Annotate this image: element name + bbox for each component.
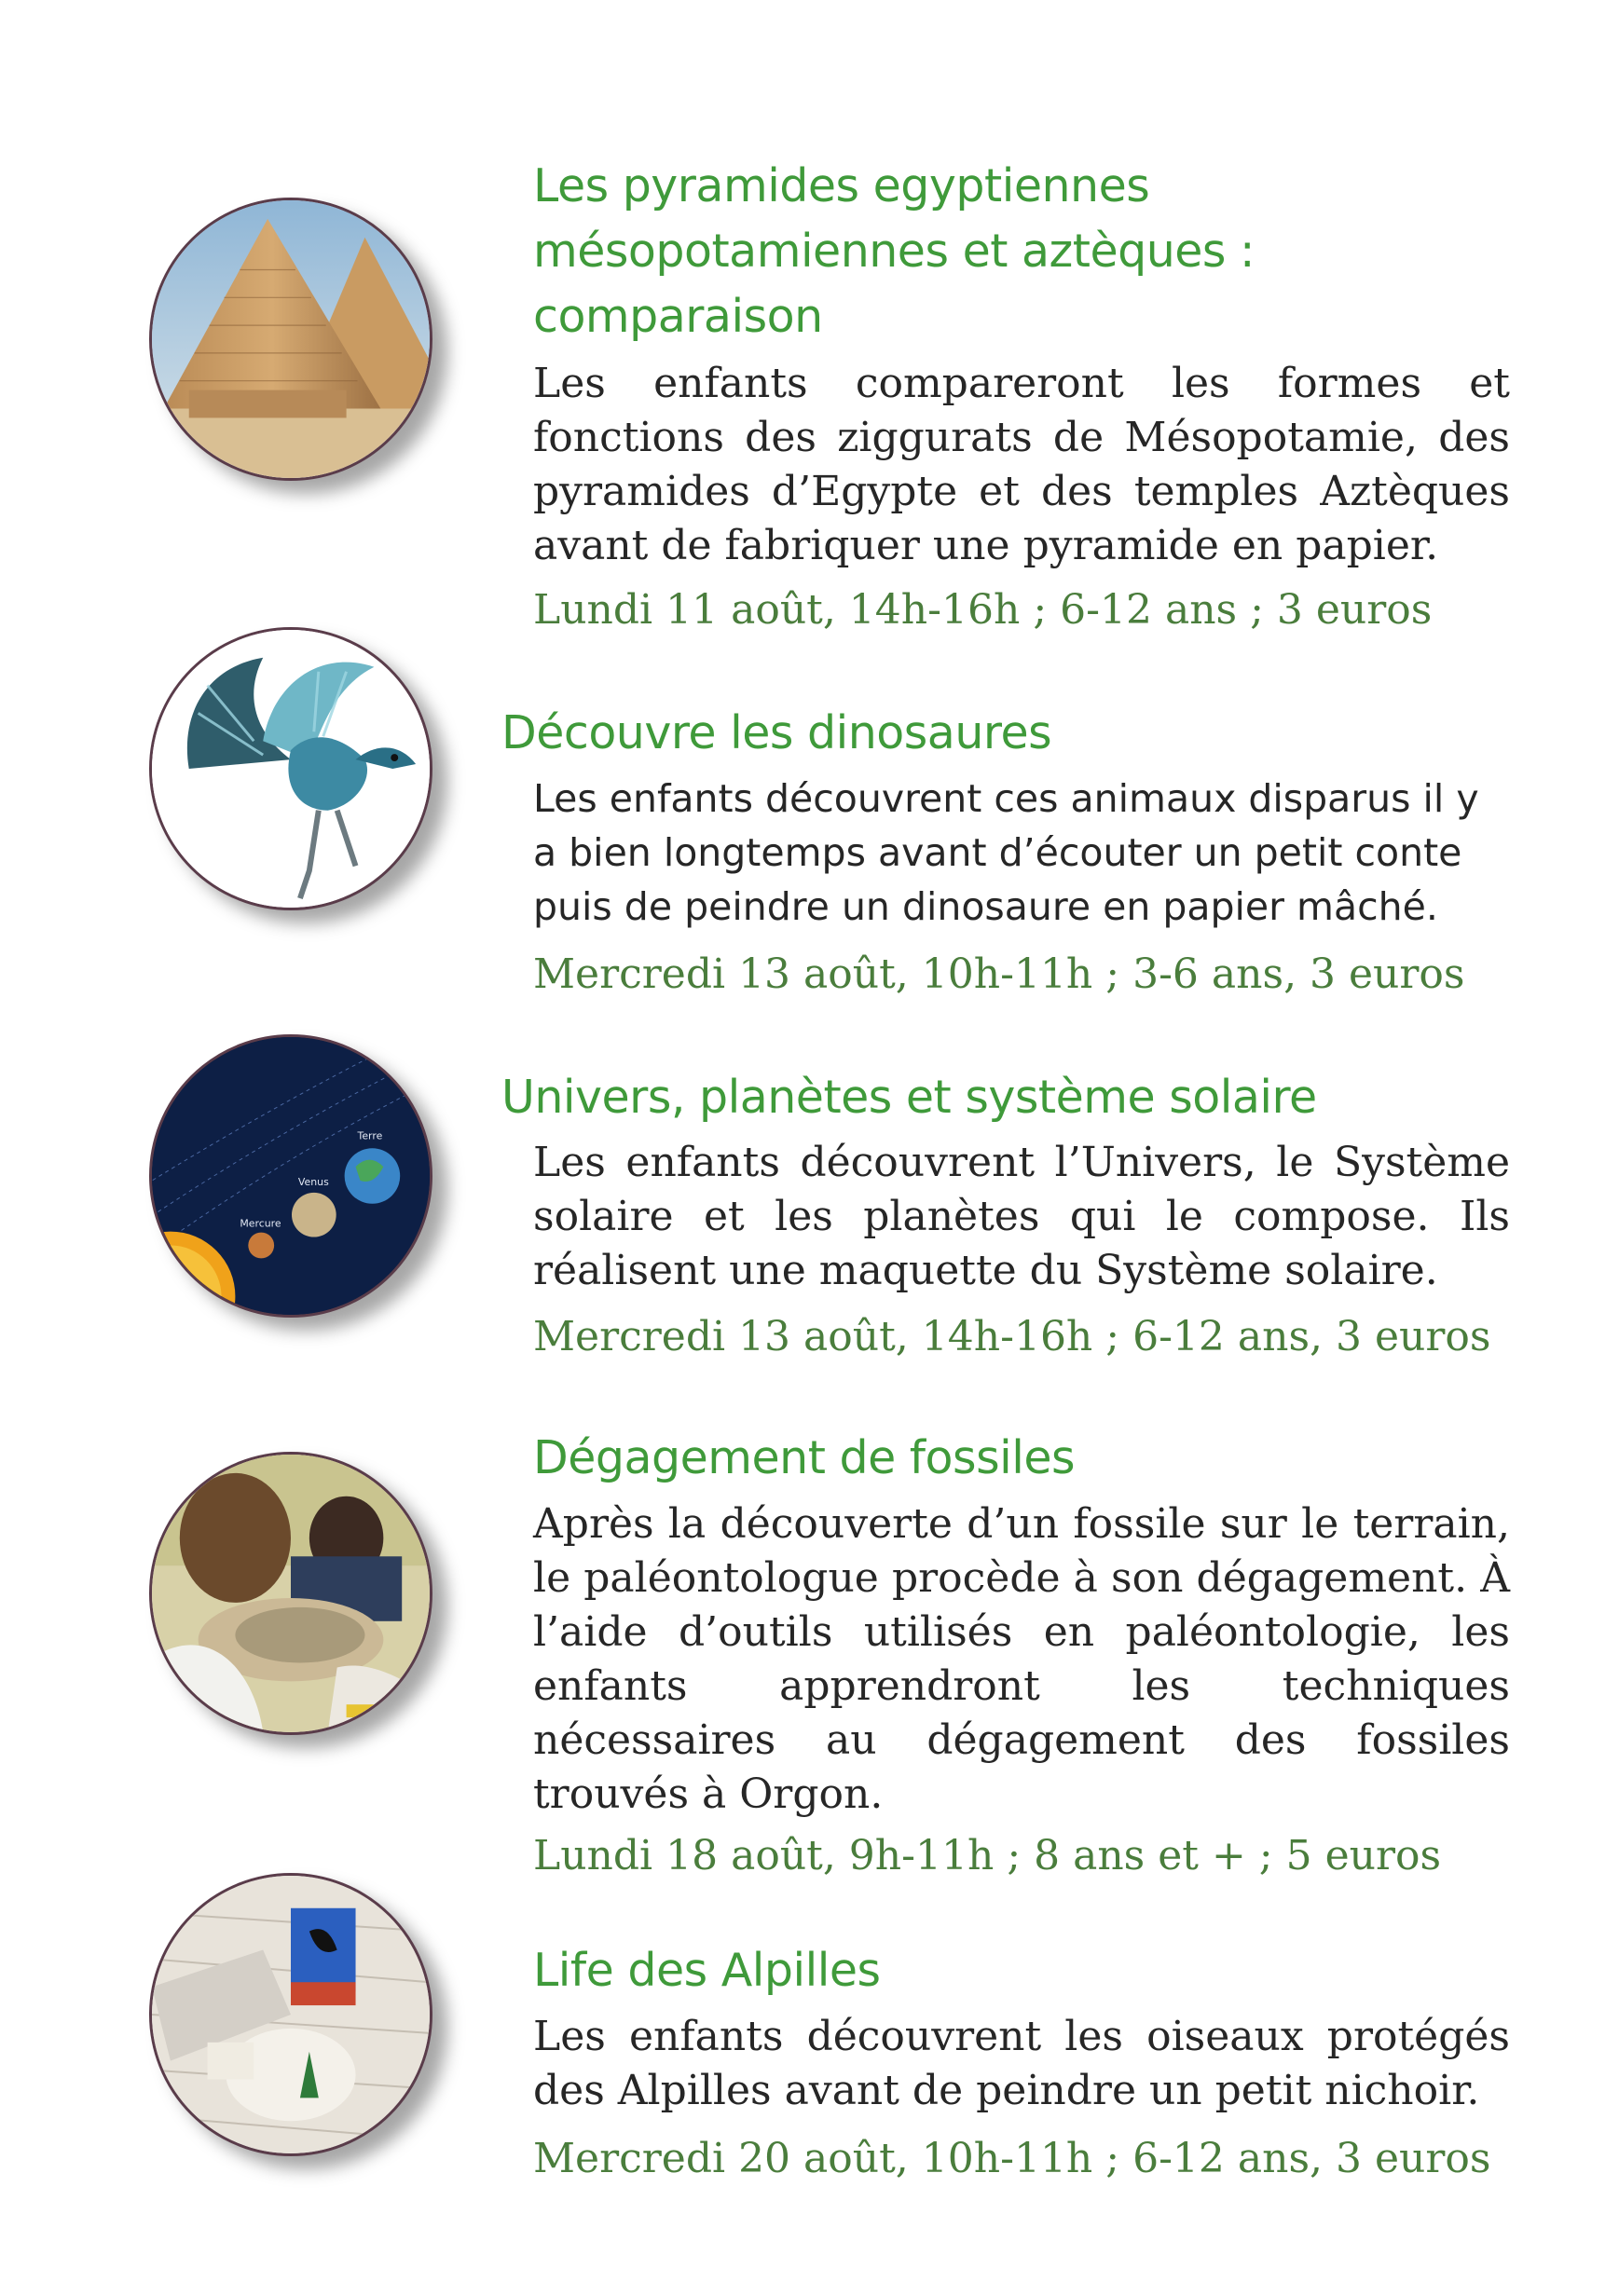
activity-title: Dégagement de fossiles (533, 1431, 1075, 1484)
activity-description: Les enfants découvrent ces animaux disparus il y a bien longtemps avant d’écouter un petit conte puis de peindre un dinosaure en papier mâché. (533, 776, 1479, 929)
activity-schedule: Lundi 18 août, 9h-11h ; 8 ans et + ; 5 euros (533, 1832, 1442, 1879)
activity-title: Life des Alpilles (533, 1944, 881, 1997)
fossil-workshop-image (149, 1452, 432, 1735)
dinosaur-image (149, 627, 432, 910)
activity-schedule: Mercredi 13 août, 14h-16h ; 6-12 ans, 3 euros (533, 1313, 1491, 1360)
activity-title: Découvre les dinosaures (501, 706, 1052, 759)
title-line: Les pyramides egyptiennes (533, 159, 1150, 212)
title-line: comparaison (533, 290, 823, 343)
title-line: mésopotamiennes et aztèques : (533, 225, 1255, 278)
activity-title: Univers, planètes et système solaire (501, 1071, 1317, 1124)
activity-description: Les enfants découvrent les oiseaux protégés des Alpilles avant de peindre un petit nichoir. (533, 2013, 1510, 2114)
activity-description: Les enfants découvrent l’Univers, le Système solaire et les planètes qui le compose. Ils réalisent une maquette du Système solaire. (533, 1139, 1510, 1294)
birdhouse-painting-image (149, 1873, 432, 2156)
activity-schedule: Mercredi 20 août, 10h-11h ; 6-12 ans, 3 euros (533, 2135, 1491, 2182)
activity-schedule: Lundi 11 août, 14h-16h ; 6-12 ans ; 3 euros (533, 586, 1433, 634)
earth-label: Terre (357, 1129, 383, 1142)
solar-system-image (149, 1034, 432, 1318)
venus-label: Venus (297, 1175, 329, 1188)
activity-description: Après la découverte d’un fossile sur le terrain, le paléontologue procède à son dégagement. À l’aide d’outils utilisés en paléontologie, les enfants apprendront les techniques nécessaires au dégagement des fossiles trouvés à Orgon. (533, 1500, 1510, 1818)
activity-schedule: Mercredi 13 août, 10h-11h ; 3-6 ans, 3 euros (533, 950, 1465, 998)
mercury-label: Mercure (240, 1217, 281, 1230)
pyramids-image (149, 198, 432, 481)
activity-title (533, 154, 1255, 349)
activity-description: Les enfants compareront les formes et fonctions des ziggurats de Mésopotamie, des pyramides d’Egypte et des temples Aztèques avant de fabriquer une pyramide en papier. (533, 360, 1510, 569)
